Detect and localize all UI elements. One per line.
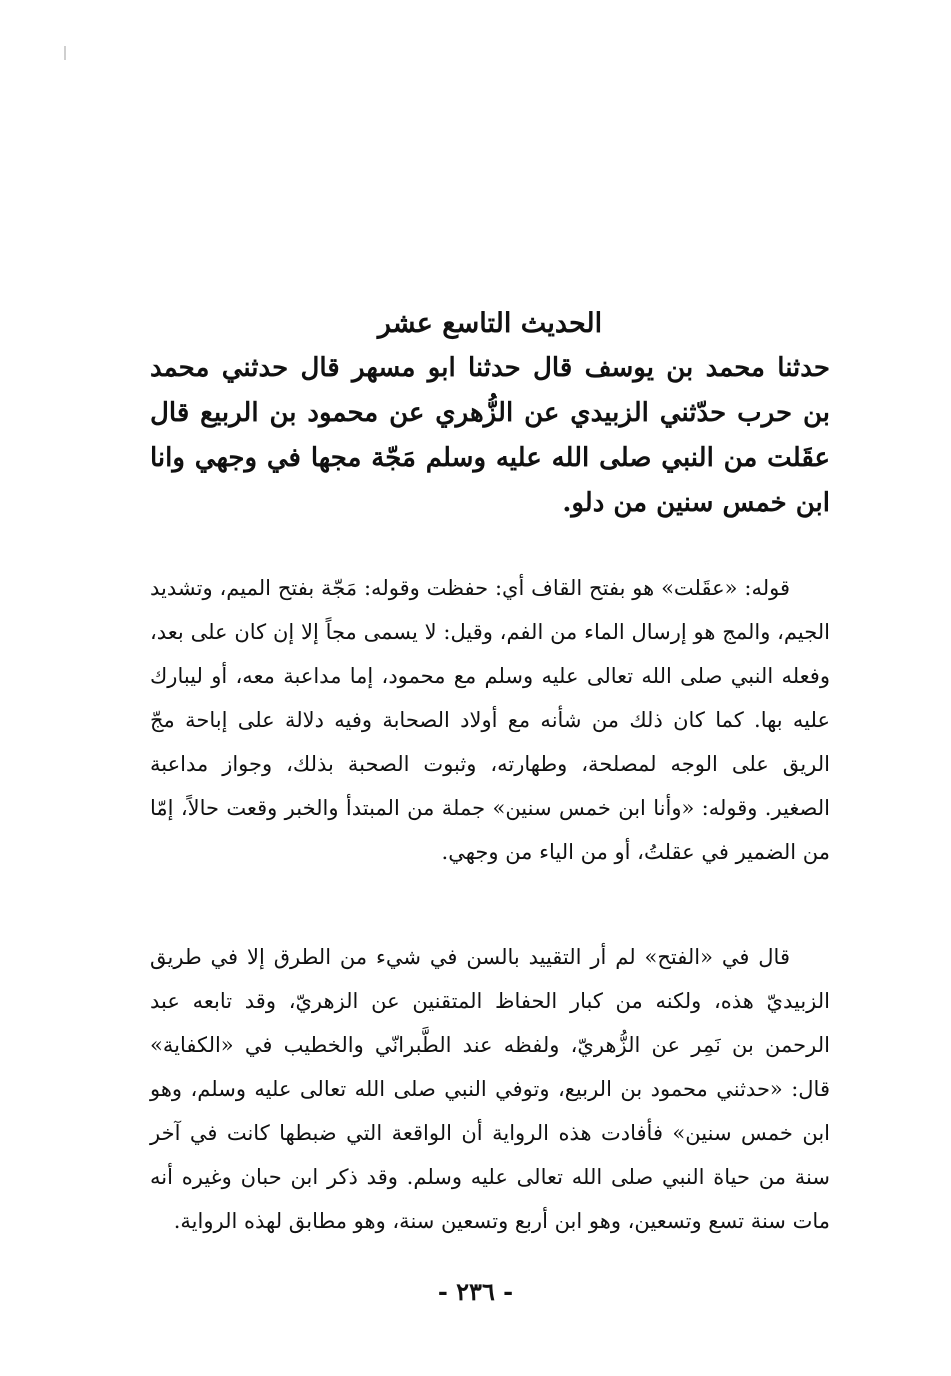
commentary-paragraph-2: قال في «الفتح» لم أر التقييد بالسن في شيء من الطرق إلا في طريق الزبيديّ هذه، ولكنه من كبار الحفاظ المتقنين عن الزهريّ، وقد تابعه عبد الرحمن بن نَمِر عن الزُّهريّ، ولفظه عند الطَّبرانّي والخطيب في «الكفاية» قال: «حدثني محمود بن الربيع، وتوفي النبي صلى الله تعالى عليه وسلم، وهو ابن خمس سنين» فأفادت هذه الرواية أن الواقعة التي ضبطها كانت في آخر سنة من حياة النبي صلى الله تعالى عليه وسلم. وقد ذكر ابن حبان وغيره أنه مات سنة تسع وتسعين، وهو ابن أربع وتسعين سنة، وهو مطابق لهذه الرواية. — [150, 945, 830, 1233]
hadith-heading: الحديث التاسع عشر — [377, 308, 603, 339]
hadith-text: حدثنا محمد بن يوسف قال حدثنا ابو مسهر قال حدثني محمد بن حرب حدّثني الزبيدي عن الزُّهري عن محمود بن الربيع قال عقَلت من النبي صلى الله عليه وسلم مَجّة مجها في وجهي وانا ابن خمس سنين من دلو. — [150, 353, 830, 518]
scan-artifact — [64, 46, 66, 60]
page-number: - ٢٣٦ - — [437, 1277, 514, 1306]
commentary-paragraph-1: قوله: «عقَلت» هو بفتح القاف أي: حفظت وقوله: مَجّة بفتح الميم، وتشديد الجيم، والمج هو إرسال الماء من الفم، وقيل: لا يسمى مجاً إلا إن كان على بعد، وفعله النبي صلى الله تعالى عليه وسلم مع محمود، إما مداعبة معه، أو ليبارك عليه بها. كما كان ذلك من شأنه مع أولاد الصحابة وفيه دلالة على إباحة مجّ الريق على الوجه لمصلحة، وطهارته، وثبوت الصحبة بذلك، وجواز مداعبة الصغير. وقوله: «وأنا ابن خمس سنين» جملة من المبتدأ والخبر وقعت حالاً، إمّا من الضمير في عقلتُ، أو من الياء من وجهي. — [150, 576, 830, 864]
